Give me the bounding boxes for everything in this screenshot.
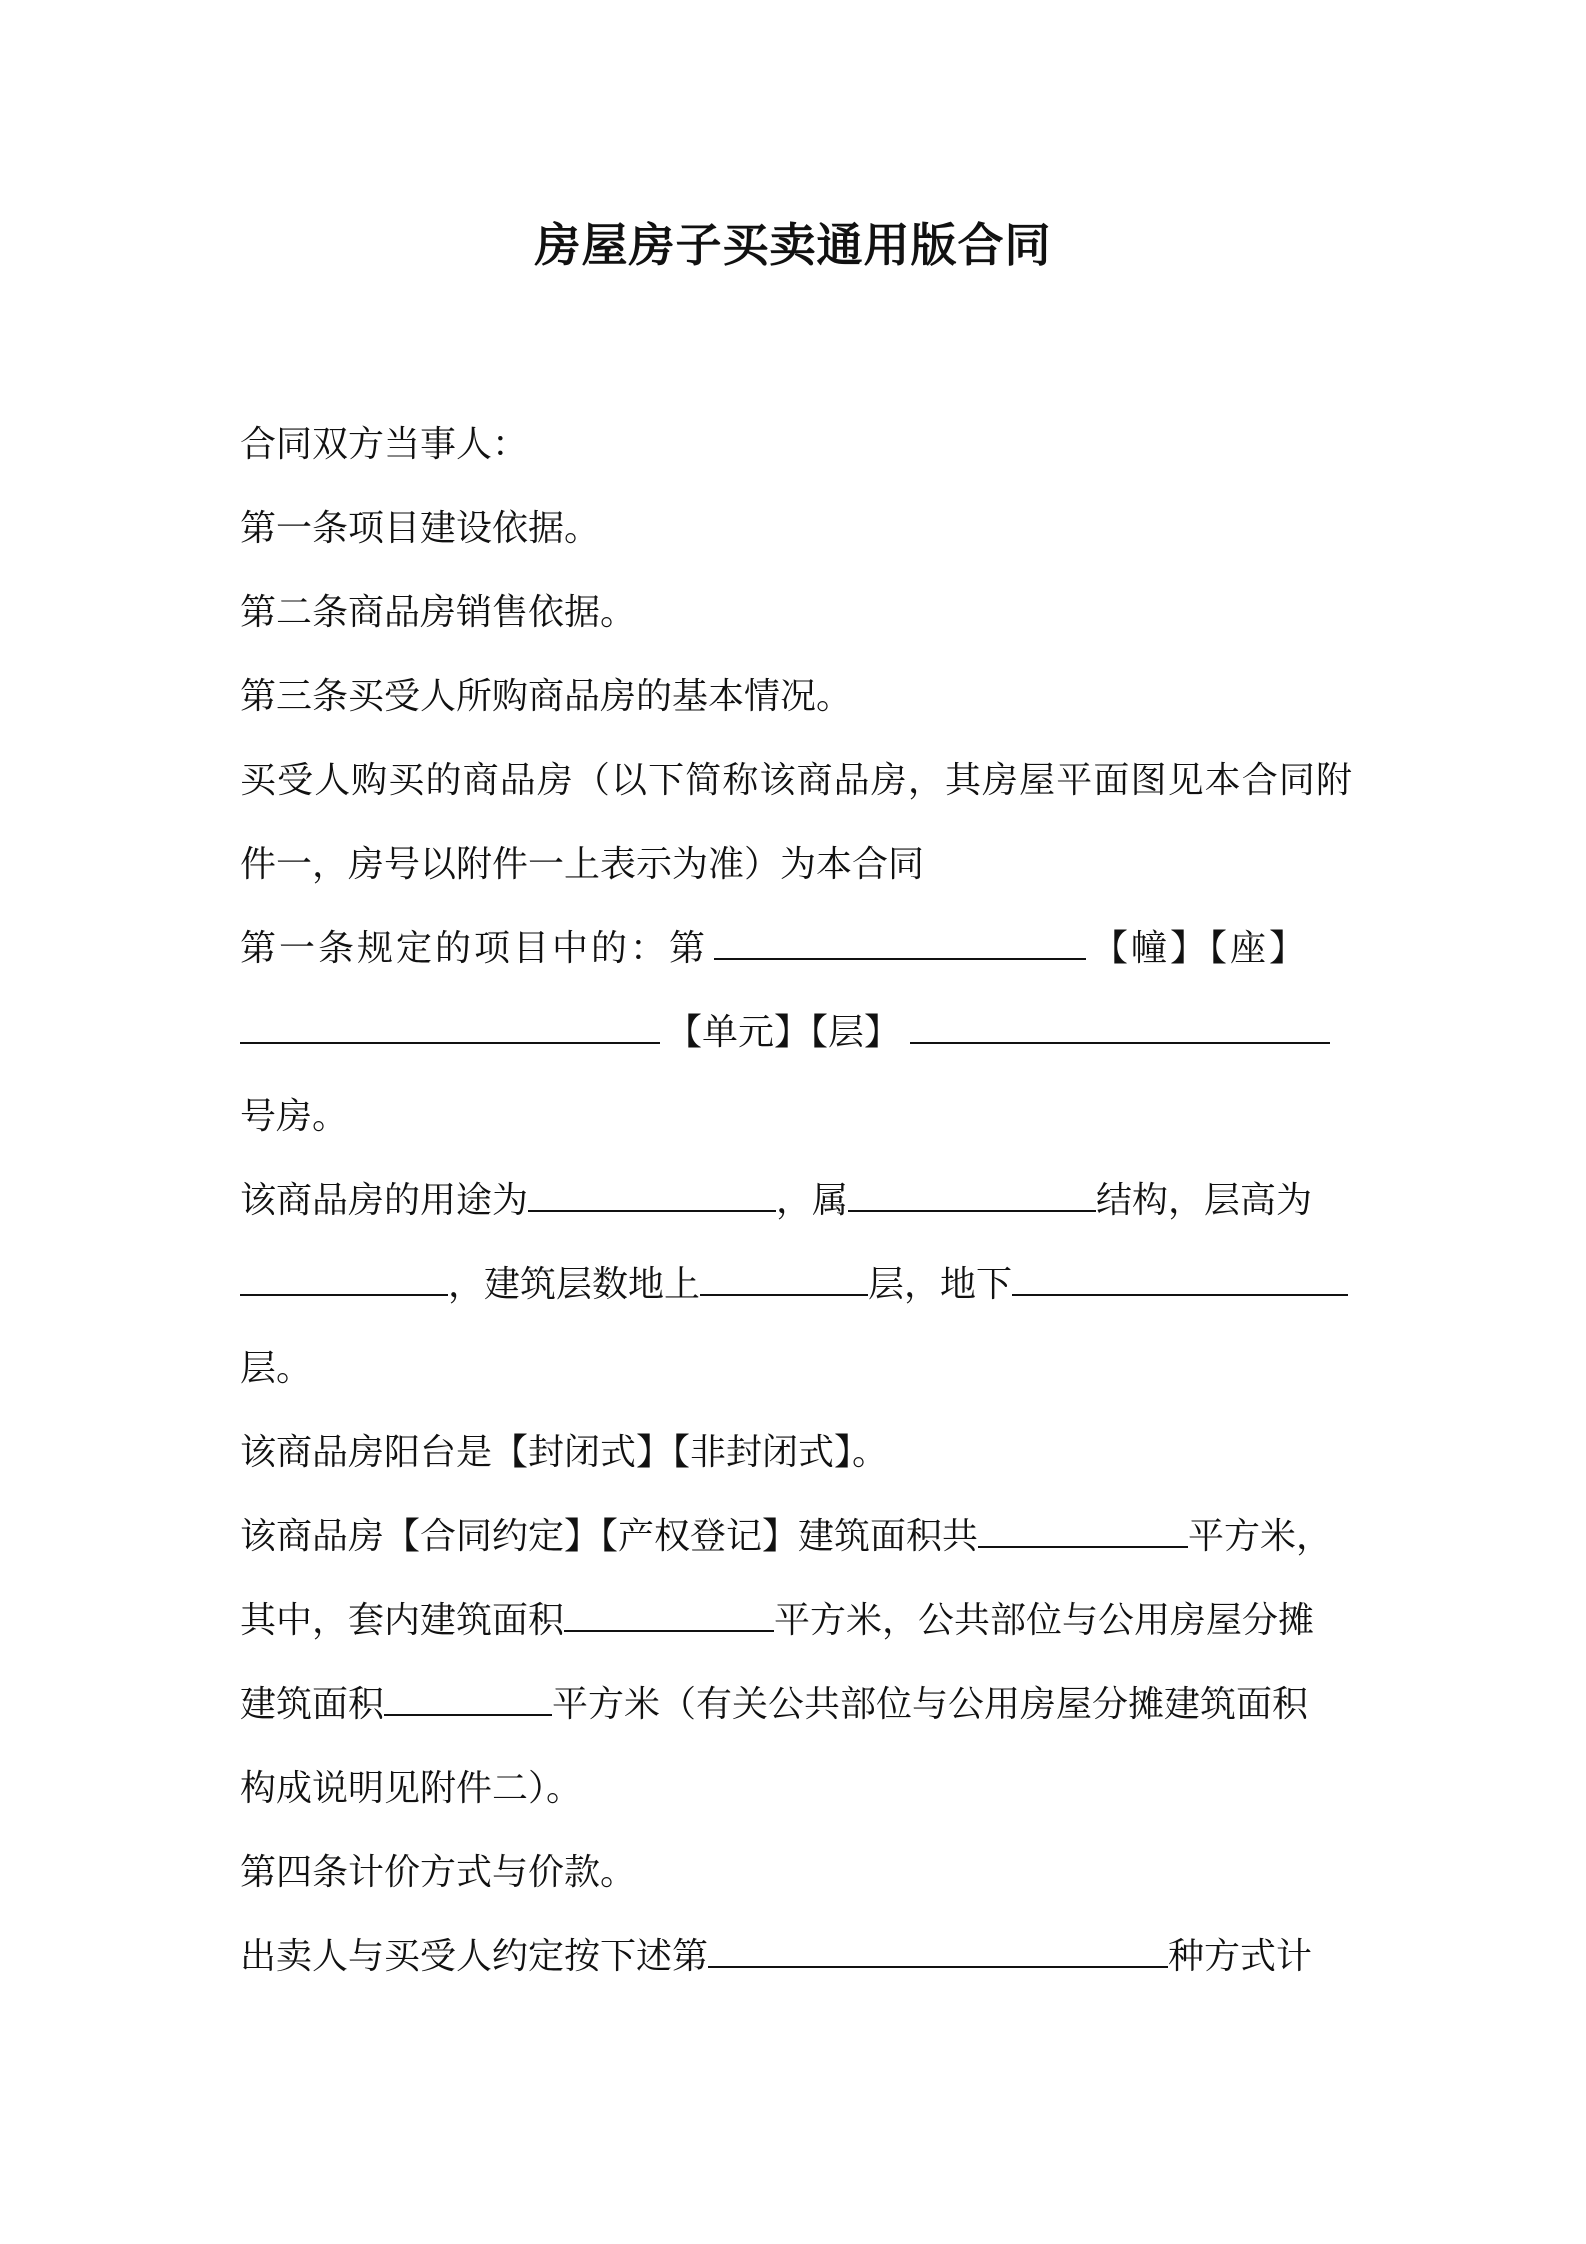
- line-text: 平方米（有关公共部位与公用房屋分摊建筑面积: [552, 1684, 1309, 1725]
- line-text: ，属: [776, 1180, 849, 1221]
- line-text: 第一条项目建设依据。: [240, 508, 601, 549]
- fill-blank: [564, 1600, 774, 1632]
- paragraph-line: [240, 1915, 1352, 1999]
- line-text: 该商品房的用途为: [240, 1180, 529, 1221]
- fill-blank: [384, 1684, 552, 1716]
- line-text: 【幢】【座】: [1092, 928, 1309, 969]
- document-title: 房屋房子买卖通用版合同: [534, 218, 1052, 272]
- paragraph-line: [240, 655, 1352, 739]
- fill-blank: [714, 928, 1086, 960]
- paragraph-line: [240, 1075, 1352, 1159]
- paragraph-line: [240, 991, 1352, 1075]
- line-text: 建筑面积: [240, 1684, 385, 1725]
- paragraph-line: [240, 487, 1352, 571]
- line-text: 平方米，公共部位与公用房屋分摊: [774, 1600, 1315, 1641]
- paragraph-line: [240, 1495, 1352, 1579]
- line-text: ，建筑层数地上: [448, 1264, 701, 1305]
- paragraph-line: [240, 1663, 1352, 1747]
- line-text: 层，地下: [868, 1264, 1013, 1305]
- line-text: 出卖人与买受人约定按下述第: [240, 1936, 709, 1977]
- line-text: 号房。: [240, 1096, 349, 1137]
- line-text: 【单元】【层】: [666, 1012, 901, 1053]
- line-text: 其中，套内建筑面积: [240, 1600, 565, 1641]
- fill-blank: [848, 1180, 1096, 1212]
- paragraph-line: [240, 1327, 1352, 1411]
- line-text: 第二条商品房销售依据。: [240, 592, 637, 633]
- fill-blank: [708, 1936, 1168, 1968]
- line-text: 该商品房【合同约定】【产权登记】建筑面积共: [240, 1516, 979, 1557]
- line-text: 第一条规定的项目中的：第: [240, 928, 709, 969]
- line-text: 构成说明见附件二）。: [240, 1768, 583, 1809]
- line-text: 第三条买受人所购商品房的基本情况。: [240, 676, 853, 717]
- line-text: 层。: [240, 1348, 313, 1389]
- paragraph-line: [240, 823, 1352, 907]
- fill-blank: [240, 1264, 448, 1296]
- paragraph-line: [240, 1159, 1352, 1243]
- paragraph-line: [240, 1243, 1352, 1327]
- line-text: 合同双方当事人：: [240, 424, 529, 465]
- fill-blank: [910, 1012, 1330, 1044]
- line-text: 该商品房阳台是【封闭式】【非封闭式】。: [240, 1432, 889, 1473]
- document-body: [240, 403, 1352, 1999]
- paragraph-line: [240, 1579, 1352, 1663]
- line-text: 件一，房号以附件一上表示为准）为本合同: [240, 844, 925, 885]
- paragraph-line: [240, 403, 1352, 487]
- paragraph-line: [240, 1747, 1352, 1831]
- line-text: 种方式计: [1168, 1936, 1313, 1977]
- fill-blank: [240, 1012, 660, 1044]
- paragraph-line: [240, 1411, 1352, 1495]
- line-text: 结构，层高为: [1096, 1180, 1313, 1221]
- paragraph-line: [240, 907, 1352, 991]
- line-text: 第四条计价方式与价款。: [240, 1852, 637, 1893]
- line-text: 平方米，: [1188, 1516, 1333, 1557]
- fill-blank: [700, 1264, 868, 1296]
- fill-blank: [1012, 1264, 1348, 1296]
- paragraph-line: [240, 571, 1352, 655]
- fill-blank: [978, 1516, 1188, 1548]
- paragraph-line: [240, 739, 1352, 823]
- paragraph-line: [240, 1831, 1352, 1915]
- fill-blank: [528, 1180, 776, 1212]
- line-text: 买受人购买的商品房（以下简称该商品房，其房屋平面图见本合同附: [240, 760, 1352, 801]
